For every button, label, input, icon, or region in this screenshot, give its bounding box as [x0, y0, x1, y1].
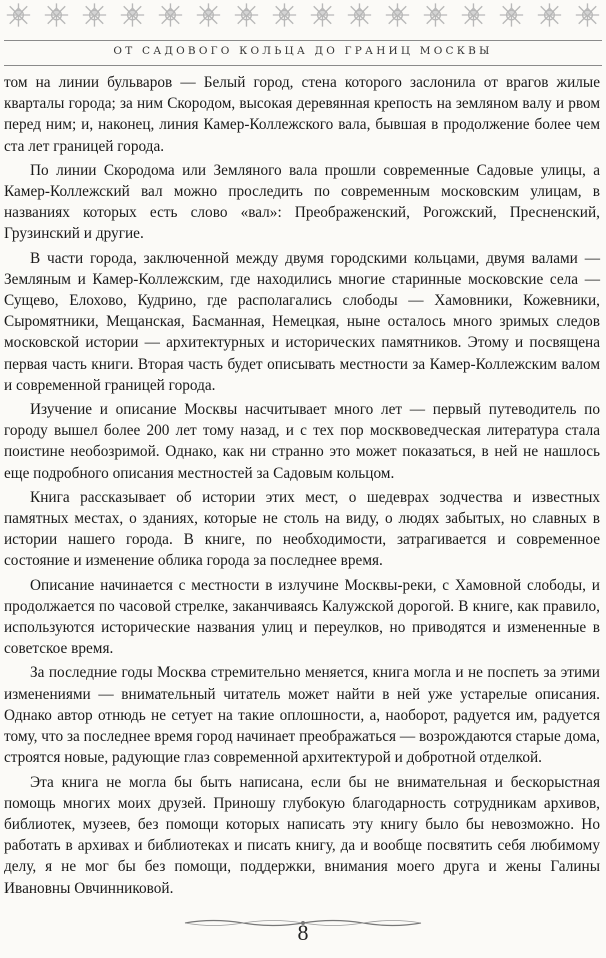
ornament-motif-icon — [152, 0, 189, 30]
ornament-motif-icon — [455, 0, 492, 30]
ornament-motif-icon — [114, 0, 151, 30]
ornament-motif-icon — [417, 0, 454, 30]
header-rule-bottom — [4, 65, 602, 66]
header-rule-top — [4, 40, 602, 41]
ornament-motif-icon — [266, 0, 303, 30]
ornament-motif-icon — [379, 0, 416, 30]
paragraph: Книга рассказывает об истории этих мест, о шедеврах зодчества и известных памятных местах, о зданиях, которые не столь на виду, о людях забытых, но славных в истории нашего города. В книге, по необходимости, затрагивается и современное состояние и изменение облика города за последнее время. — [4, 488, 600, 570]
ornament-motif-icon — [228, 0, 265, 30]
ornament-motif-icon — [531, 0, 568, 30]
paragraph: Изучение и описание Москвы насчитывает много лет — первый путеводитель по городу вышел более 200 лет тому назад, и с тех пор москвоведческая литература стала поистине необозримой. Однако, как ни странно это может показаться, в ней не нашлось еще подробного описания местностей за Садовым кольцом. — [4, 401, 600, 482]
ornament-motif-icon — [0, 0, 37, 30]
ornament-motif-icon — [38, 0, 75, 30]
paragraph: Описание начинается с местности в излучине Москвы-реки, с Хамовной слободы, и продолжается по часовой стрелке, заканчиваясь Калужской дорогой. В книге, как правило, используются исторические названия улиц и переулков, но приводятся и измененные в советское время. — [4, 576, 600, 658]
paragraph-continuation: том на линии бульваров — Белый город, стена которого заслонила от врагов жилые кварталы города; за ним Скородом, высокая деревянная крепость на земляном валу и рвом перед ним; и, наконец, линия Камер-Коллежского вала, бывшая в продолжение более чем ста лет границей города. — [4, 74, 600, 155]
page-number: 8 — [297, 920, 309, 945]
ornament-motif-icon — [304, 0, 341, 30]
running-title: ОТ САДОВОГО КОЛЬЦА ДО ГРАНИЦ МОСКВЫ — [113, 45, 493, 57]
paragraph: Эта книга не могла бы быть написана, если бы не внимательная и бескорыстная помощь многих моих друзей. Приношу глубокую благодарность сотрудникам архивов, библиотек, музеев, без помощи которых написать эту книгу было бы невозможно. Но работать в архивах и библиотеках и писать книгу, да и вообще посвятить себя любимому делу, я не мог бы без помощи, поддержки, внимания моего друга и жены Галины Ивановны Овчинниковой. — [4, 773, 600, 897]
body-text — [4, 72, 600, 902]
ornament-motif-icon — [341, 0, 378, 30]
top-ornament-border — [0, 0, 606, 30]
paragraph: В части города, заключенной между двумя городскими кольцами, двумя валами — Земляным и Камер-Коллежским, где находились многие старинные московские села — Сущево, Елохово, Кудрино, где располагались слободы — Хамовники, Кожевники, Сыромятники, Мещанская, Басманная, Немецкая, ныне осталось много зримых следов московской истории — архитектурных и исторических памятников. Этому и посвящена первая часть книги. Вторая часть будет описывать местности за Камер-Коллежским валом и современной границей города. — [4, 249, 600, 394]
ornament-motif-icon — [569, 0, 606, 30]
ornament-motif-icon — [190, 0, 227, 30]
paragraph: За последние годы Москва стремительно меняется, книга могла и не поспеть за этими изменениями — внимательный читатель может найти в ней уже устарелые описания. Однако автор отнюдь не сетует на такие оплошности, а, наоборот, радуется им, радуется тому, что за последнее время город начинает преображаться — возрождаются старые дома, строятся новые, радующие глаз современной архитектурой и добротной отделкой. — [4, 664, 600, 767]
paragraph: По линии Скородома или Земляного вала прошли современные Садовые улицы, а Камер-Коллежский вал можно проследить по современным московским улицам, в названиях которых есть слово «вал»: Преображенский, Рогожский, Пресненский, Грузинский и другие. — [4, 161, 600, 243]
ornament-motif-icon — [493, 0, 530, 30]
ornament-motif-icon — [76, 0, 113, 30]
